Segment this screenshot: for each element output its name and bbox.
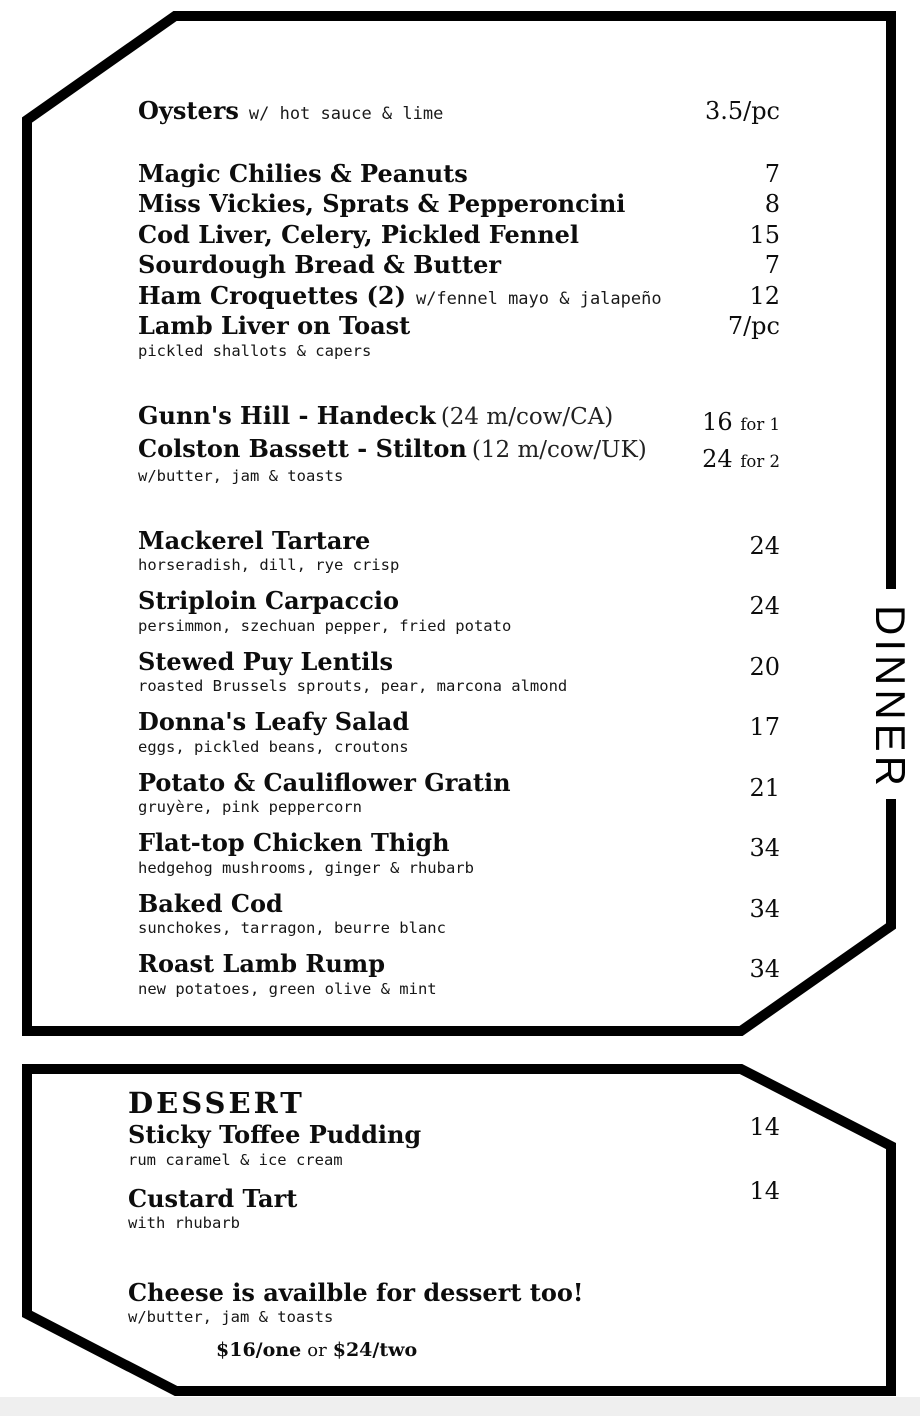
item-price: 15	[749, 220, 780, 249]
item-name: Ham Croquettes (2)	[138, 280, 406, 310]
price-suffix: for 2	[740, 451, 780, 471]
item-name: Stewed Puy Lentils	[138, 646, 393, 676]
item-name: Donna's Leafy Salad	[138, 707, 410, 736]
item-price: 3.5/pc	[704, 97, 780, 125]
menu-row	[138, 250, 780, 281]
dessert-card	[128, 1086, 780, 1361]
item-price: 14	[749, 1113, 780, 1141]
menu-item	[138, 707, 780, 757]
item-description: roasted Brussels sprouts, pear, marcona almond	[138, 677, 568, 695]
item-name: Magic Chilies & Peanuts	[138, 158, 468, 188]
item-price: 12	[749, 281, 780, 310]
price-two: $24/two	[332, 1338, 418, 1361]
menu-item	[128, 1176, 780, 1234]
cheese-price-note	[216, 1339, 780, 1361]
cheese-footnote: w/butter, jam & toasts	[138, 466, 344, 485]
menu-item	[128, 1113, 780, 1170]
menu-row	[138, 434, 780, 467]
price-conjunction: or	[307, 1339, 327, 1361]
item-name: Cod Liver, Celery, Pickled Fennel	[138, 219, 580, 249]
price-amount: 16	[702, 407, 733, 436]
item-description: horseradish, dill, rye crisp	[138, 556, 400, 574]
menu-item	[138, 647, 780, 697]
item-description: hedgehog mushrooms, ginger & rhubarb	[138, 858, 474, 877]
item-description: with rhubarb	[128, 1214, 240, 1232]
menu-row	[138, 311, 780, 342]
item-name: Oysters	[138, 96, 239, 125]
item-name: Potato & Cauliflower Gratin	[138, 767, 511, 797]
dinner-card	[138, 96, 780, 1010]
item-name: Flat-top Chicken Thigh	[138, 828, 450, 857]
item-detail: (24 m/cow/CA)	[440, 403, 614, 430]
item-detail: (12 m/cow/UK)	[471, 436, 647, 463]
cheese-section	[138, 401, 780, 486]
item-price: 7	[764, 251, 780, 279]
menu-item	[138, 586, 780, 636]
item-price: 8	[764, 190, 780, 218]
cheese-note-sub: w/butter, jam & toasts	[128, 1307, 334, 1326]
item-price: 21	[749, 773, 780, 802]
menu-item	[138, 768, 780, 818]
item-name: Roast Lamb Rump	[138, 949, 385, 978]
page-bottom-strip	[0, 1397, 920, 1416]
dessert-cheese-note	[128, 1278, 780, 1361]
menu-row	[138, 96, 780, 127]
starters-section	[138, 96, 780, 361]
menu-item	[138, 526, 780, 576]
item-price: 7	[764, 159, 780, 188]
item-price: 14	[749, 1176, 780, 1205]
item-name: Striploin Carpaccio	[138, 586, 399, 615]
item-note: w/ hot sauce & lime	[248, 104, 444, 124]
item-note: w/fennel mayo & jalapeño	[415, 288, 662, 309]
item-price: 7/pc	[727, 312, 780, 340]
item-description: rum caramel & ice cream	[128, 1150, 343, 1169]
price-amount: 24	[702, 444, 733, 473]
item-name: Sourdough Bread & Butter	[138, 250, 501, 279]
dessert-heading: DESSERT	[128, 1086, 305, 1120]
item-name: Baked Cod	[138, 888, 283, 918]
item-name: Colston Bassett - Stilton	[138, 433, 467, 463]
item-description: persimmon, szechuan pepper, fried potato	[138, 616, 512, 635]
item-name: Lamb Liver on Toast	[138, 311, 411, 340]
price-suffix: for 1	[740, 414, 780, 434]
item-price	[702, 442, 780, 479]
item-description: eggs, pickled beans, croutons	[138, 737, 409, 756]
item-name: Mackerel Tartare	[138, 525, 371, 555]
item-description: gruyère, pink peppercorn	[138, 798, 362, 816]
item-price: 34	[749, 894, 780, 923]
menu-title-vertical: DINNER	[866, 599, 914, 797]
item-price: 34	[749, 834, 780, 862]
item-description: pickled shallots & capers	[138, 341, 372, 360]
menu-row	[138, 189, 780, 220]
item-price: 20	[749, 652, 780, 681]
menu-item	[138, 949, 780, 999]
mains-section	[138, 526, 780, 999]
item-name: Miss Vickies, Sprats & Pepperoncini	[138, 189, 626, 218]
price-one: $16/one	[216, 1338, 302, 1361]
item-price	[702, 405, 780, 442]
item-name: Custard Tart	[128, 1183, 298, 1213]
menu-row	[138, 281, 780, 312]
cheese-price-column	[702, 405, 780, 479]
item-description: new potatoes, green olive & mint	[138, 979, 437, 998]
cheese-note-text: Cheese is availble for dessert too!	[128, 1278, 584, 1307]
item-description: sunchokes, tarragon, beurre blanc	[138, 919, 446, 937]
item-price: 24	[749, 531, 780, 560]
menu-item	[138, 828, 780, 878]
menu-row	[138, 159, 780, 190]
menu-row	[138, 220, 780, 251]
menu-item	[138, 889, 780, 939]
item-name: Sticky Toffee Pudding	[128, 1120, 422, 1149]
item-price: 17	[749, 713, 780, 741]
item-name: Gunn's Hill - Handeck	[138, 400, 436, 430]
menu-row	[138, 401, 780, 434]
item-price: 34	[749, 955, 780, 983]
item-price: 24	[749, 592, 780, 620]
